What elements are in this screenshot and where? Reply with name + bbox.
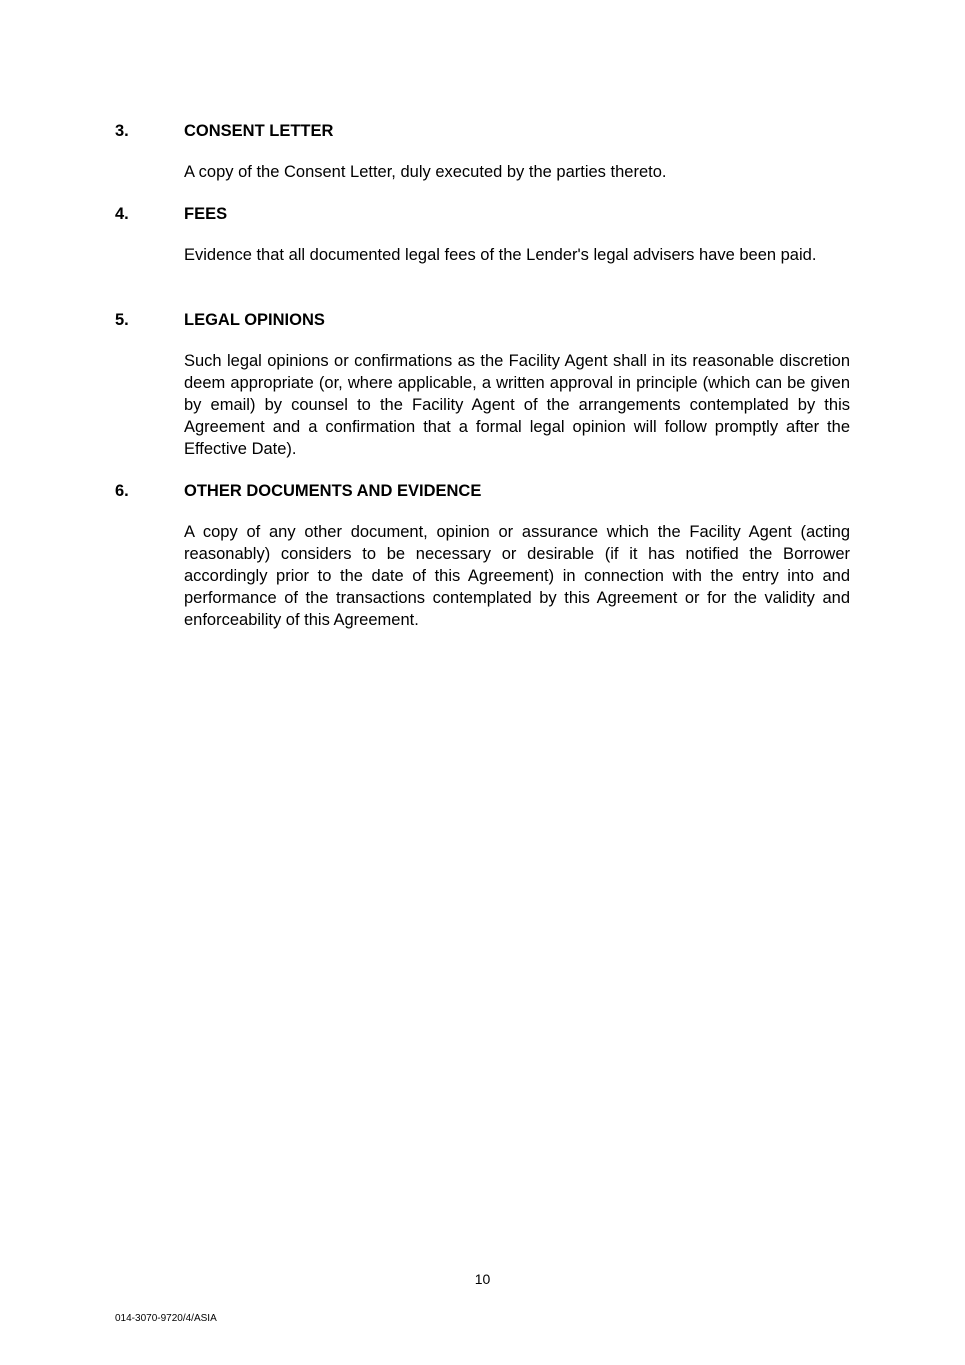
footer-reference: 014-3070-9720/4/ASIA <box>115 1313 217 1324</box>
section-body: A copy of any other document, opinion or assurance which the Facility Agent (acting reasonably) considers to be necessary or desirable (if it has notified the Borrower accordingly prior to the date of this Agreement) in connection with the entry into and performance of the transactions contemplated by this Agreement or for the validity and enforceability of this Agreement. <box>184 523 850 629</box>
page-number: 10 <box>474 1271 491 1287</box>
section-heading: FEES <box>184 205 228 223</box>
section-number: 3. <box>115 122 129 140</box>
section-heading: CONSENT LETTER <box>184 122 334 140</box>
section-body: A copy of the Consent Letter, duly executed by the parties thereto. <box>184 163 667 181</box>
section-heading: OTHER DOCUMENTS AND EVIDENCE <box>184 482 482 500</box>
section-heading: LEGAL OPINIONS <box>184 311 325 329</box>
section-number: 5. <box>115 311 129 329</box>
section-body: Evidence that all documented legal fees of the Lender's legal advisers have been paid. <box>184 246 817 264</box>
section-number: 4. <box>115 205 129 223</box>
section-number: 6. <box>115 482 129 500</box>
section-body: Such legal opinions or confirmations as the Facility Agent shall in its reasonable discretion deem appropriate (or, where applicable, a written approval in principle (which can be given by email) by counsel to the Facility Agent of the arrangements contemplated by this Agreement and a confirmation that a formal legal opinion will follow promptly after the Effective Date). <box>184 352 850 458</box>
